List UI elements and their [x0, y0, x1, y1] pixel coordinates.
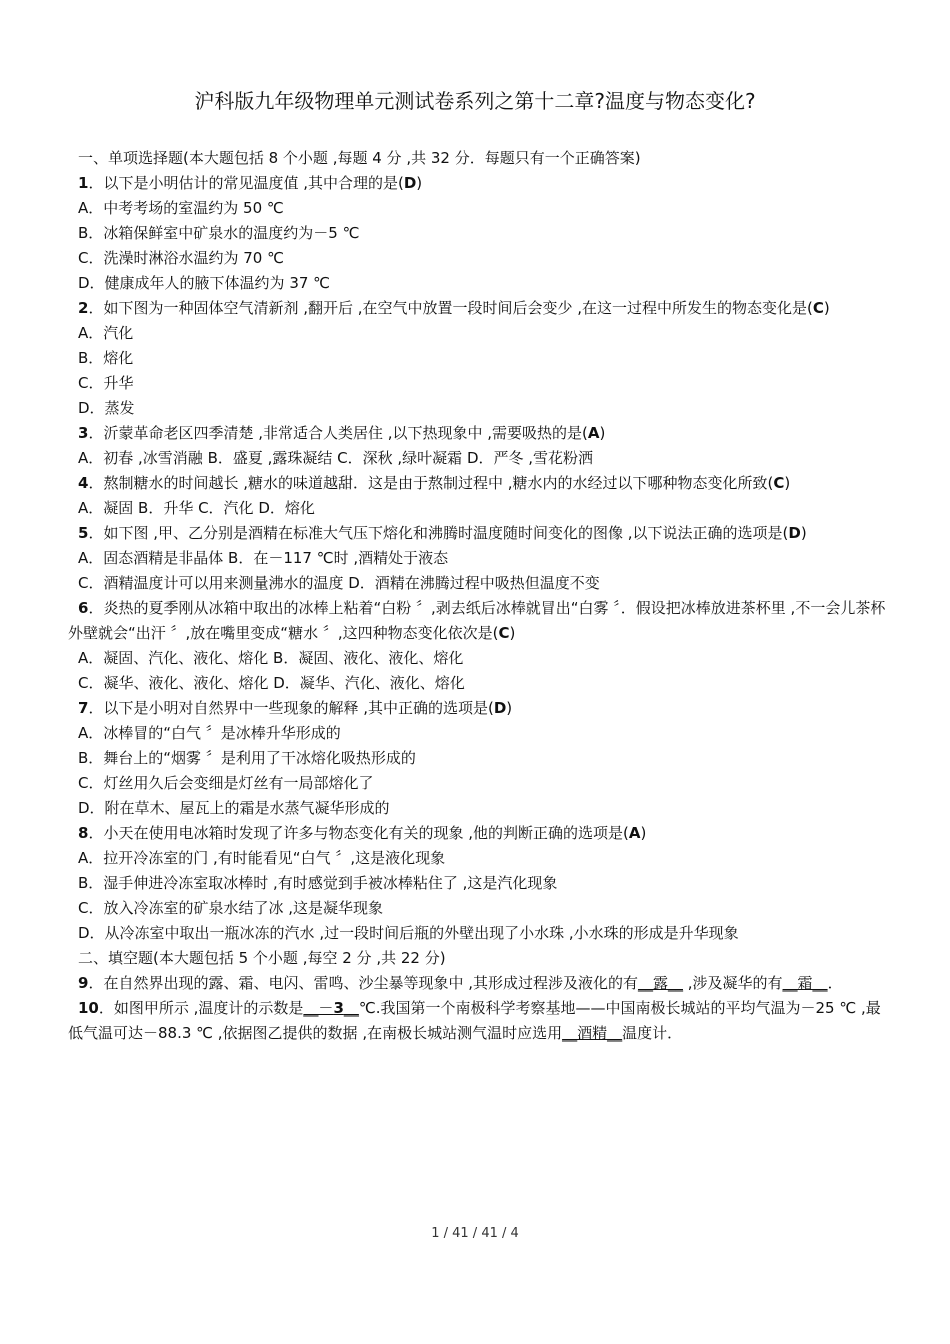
question-text: ．炎热的夏季刚从冰箱中取出的冰棒上粘着“白粉 〞,剥去纸后冰棒就冒出“白雾 〞．假设把冰棒放进茶杯里 ,不一会儿茶杯外壁就会“出汗 〞,放在嘴里变成“糖水 〞,这四种物态变化依次是( — [68, 599, 886, 642]
question-text: ．小天在使用电冰箱时发现了许多与物态变化有关的现象 ,他的判断正确的选项是( — [88, 824, 629, 842]
question-text: ℃.我国第一个南极科学考察基地——中国南极长城站的平均气温为－25 ℃ ,最低气温可达－88.3 ℃ ,依据图乙提供的数据 ,在南极长城站测气温时应选用 — [68, 999, 881, 1042]
options-row: C．凝华、液化、液化、熔化 D．凝华、汽化、液化、熔化 — [78, 674, 465, 692]
question-text: ．如图甲所示 ,温度计的示数是 — [98, 999, 304, 1017]
fill-blank-answer: __酒精__ — [562, 1024, 623, 1042]
question-text-end: ) — [800, 524, 807, 542]
answer: A — [628, 824, 641, 842]
option: B．冰箱保鲜室中矿泉水的温度约为－5 ℃ — [78, 224, 360, 242]
options-row: A．凝固、汽化、液化、熔化 B．凝固、液化、液化、熔化 — [78, 649, 464, 667]
question-4 — [68, 471, 890, 496]
option: D．健康成年人的腋下体温约为 37 ℃ — [78, 274, 331, 292]
question-text-end: ) — [784, 474, 791, 492]
question-text: ．以下是小明对自然界中一些现象的解释 ,其中正确的选项是( — [88, 699, 494, 717]
question-text: ．如下图 ,甲、乙分别是酒精在标准大气压下熔化和沸腾时温度随时间变化的图像 ,以下说法正确的选项是( — [88, 524, 789, 542]
option: B．舞台上的“烟雾 〞是利用了干冰熔化吸热形成的 — [78, 749, 416, 767]
option: A．中考考场的室温约为 50 ℃ — [78, 199, 284, 217]
question-text-end: ) — [640, 824, 647, 842]
answer: D — [493, 699, 507, 717]
option: C．升华 — [78, 374, 134, 392]
answer: D — [788, 524, 801, 542]
question-10 — [68, 996, 890, 1046]
option: C．洗澡时淋浴水温约为 70 ℃ — [78, 249, 284, 267]
question-text: ,涉及凝华的有 — [683, 974, 783, 992]
options-row: A．固态酒精是非晶体 B．在－117 ℃时 ,酒精处于液态 — [78, 549, 449, 567]
question-text: 温度计． — [622, 1024, 683, 1042]
answer: A — [587, 424, 600, 442]
option: B．熔化 — [78, 349, 134, 367]
question-number: 3 — [78, 424, 89, 442]
question-number: 6 — [78, 599, 89, 617]
option: D．蒸发 — [78, 399, 135, 417]
blank-answer: 3 — [333, 999, 344, 1017]
answer: C — [812, 299, 824, 317]
options-row: A．凝固 B．升华 C．汽化 D．熔化 — [78, 499, 315, 517]
question-1 — [68, 171, 890, 196]
answer: C — [498, 624, 510, 642]
question-3 — [68, 421, 890, 446]
blank-prefix: __－ — [303, 999, 334, 1017]
question-text-end: ) — [509, 624, 516, 642]
question-text: ．熬制糖水的时间越长 ,糖水的味道越甜．这是由于熬制过程中 ,糖水内的水经过以下哪种物态变化所致( — [88, 474, 774, 492]
answer: C — [773, 474, 785, 492]
question-text-end: ) — [599, 424, 606, 442]
question-text: ．在自然界出现的露、霜、电闪、雷鸣、沙尘暴等现象中 ,其形成过程涉及液化的有 — [88, 974, 638, 992]
question-9 — [68, 971, 890, 996]
question-8 — [68, 821, 890, 846]
question-number: 7 — [78, 699, 89, 717]
answer: D — [403, 174, 417, 192]
option: A．汽化 — [78, 324, 134, 342]
question-text-end: ) — [506, 699, 513, 717]
question-number: 10 — [78, 999, 99, 1017]
question-5 — [68, 521, 890, 546]
page-title: 沪科版九年级物理单元测试卷系列之第十二章?温度与物态变化? — [194, 89, 756, 113]
question-number: 9 — [78, 974, 89, 992]
question-number: 1 — [78, 174, 89, 192]
question-number: 5 — [78, 524, 89, 542]
question-text: ．以下是小明估计的常见温度值 ,其中合理的是( — [88, 174, 404, 192]
question-text-end: ) — [416, 174, 423, 192]
fill-blank-answer: __露__ — [637, 974, 683, 992]
option: D．从冷冻室中取出一瓶冰冻的汽水 ,过一段时间后瓶的外壁出现了小水珠 ,小水珠的形成是升华现象 — [78, 924, 739, 942]
option: B．湿手伸进冷冻室取冰棒时 ,有时感觉到手被冰棒粘住了 ,这是汽化现象 — [78, 874, 558, 892]
option: C．灯丝用久后会变细是灯丝有一局部熔化了 — [78, 774, 374, 792]
question-7 — [68, 696, 890, 721]
page-footer: 1 / 41 / 41 / 4 — [431, 1226, 519, 1241]
fill-blank-answer: __霜__ — [782, 974, 828, 992]
question-text: ． — [827, 974, 843, 992]
fill-blank-answer — [303, 999, 358, 1017]
question-number: 2 — [78, 299, 89, 317]
option: D．附在草木、屋瓦上的霜是水蒸气凝华形成的 — [78, 799, 390, 817]
question-number: 4 — [78, 474, 89, 492]
question-text: ．沂蒙革命老区四季清楚 ,非常适合人类居住 ,以下热现象中 ,需要吸热的是( — [88, 424, 588, 442]
question-text-end: ) — [823, 299, 830, 317]
options-row: C．酒精温度计可以用来测量沸水的温度 D．酒精在沸腾过程中吸热但温度不变 — [78, 574, 600, 592]
options-row: A．初春 ,冰雪消融 B．盛夏 ,露珠凝结 C．深秋 ,绿叶凝霜 D．严冬 ,雪花粉洒 — [78, 449, 594, 467]
section-heading-choice: 一、单项选择题(本大题包括 8 个小题 ,每题 4 分 ,共 32 分．每题只有一个正确答案) — [78, 149, 641, 167]
question-text: ．如下图为一种固体空气清新剂 ,翻开后 ,在空气中放置一段时间后会变少 ,在这一过程中所发生的物态变化是( — [88, 299, 813, 317]
option: A．拉开冷冻室的门 ,有时能看见“白气 〞,这是液化现象 — [78, 849, 446, 867]
blank-suffix: __ — [343, 999, 359, 1017]
question-6 — [68, 596, 890, 646]
option: A．冰棒冒的“白气 〞是冰棒升华形成的 — [78, 724, 341, 742]
section-heading-fill: 二、填空题(本大题包括 5 个小题 ,每空 2 分 ,共 22 分) — [78, 949, 446, 967]
question-number: 8 — [78, 824, 89, 842]
option: C．放入冷冻室的矿泉水结了冰 ,这是凝华现象 — [78, 899, 384, 917]
question-2 — [68, 296, 890, 321]
exam-content — [68, 146, 890, 1046]
